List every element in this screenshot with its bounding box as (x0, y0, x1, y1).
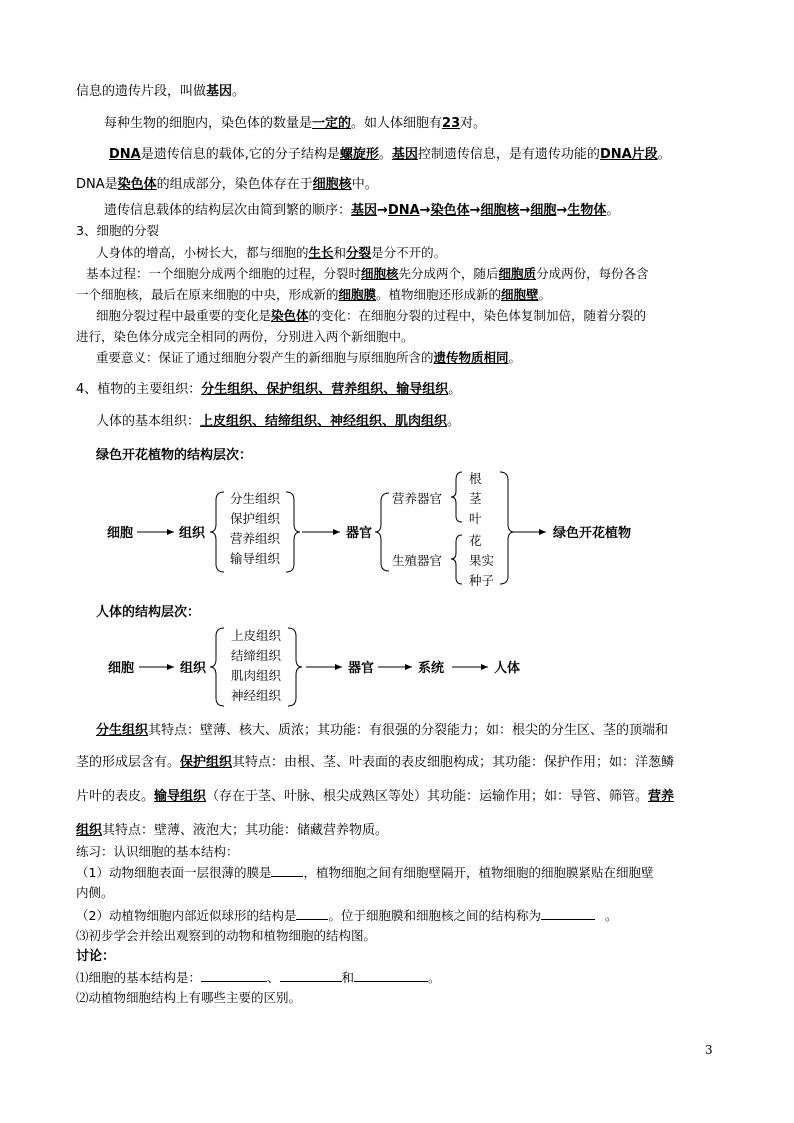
plant-organ-item: 种子 (469, 573, 495, 588)
plant-veg-brace (451, 472, 462, 522)
human-tissue-label: 组织 (180, 661, 207, 676)
plant-organ-item: 根 (469, 471, 482, 486)
paragraph-growth: 人身体的增高，小树长大，都与细胞的生长和分裂是分不开的。 (96, 245, 447, 260)
plant-result-label: 绿色开花植物 (553, 526, 632, 541)
paragraph-basic-process-line2: 一个细胞核，最后在原来细胞的中央，形成新的细胞膜。植物细胞还形成新的细胞壁。 (76, 287, 552, 302)
paragraph-chromosome-number: 每种生物的细胞内，染色体的数量是一定的。如人体细胞有23对。 (104, 116, 487, 131)
section-heading-cell-division: 3、细胞的分裂 (76, 223, 159, 238)
paragraph-significance: 重要意义：保证了通过细胞分裂产生的新细胞与原细胞所含的遗传物质相同。 (96, 350, 522, 365)
term-gene: 基因 (206, 84, 233, 99)
plant-rep-brace (451, 535, 462, 584)
tissue-description-line2: 茎的形成层含有。保护组织其特点：由根、茎、叶表面的表皮细胞构成；其功能：保护作用；如：洋葱鳞 (76, 755, 675, 770)
tissue-description-line3: 片叶的表皮。输导组织（存在于茎、叶脉、根尖成熟区等处）其功能：运输作用；如：导管、筛管。营养 (76, 789, 675, 804)
human-tissue-item: 上皮组织 (231, 628, 282, 643)
human-tissue-item: 肌肉组织 (231, 668, 282, 683)
plant-tissue-item: 输导组织 (230, 551, 281, 566)
plant-organ-item: 茎 (469, 491, 482, 506)
plant-tissue-left-brace (210, 492, 224, 572)
answer-blank[interactable] (201, 968, 267, 982)
exercise-heading: 练习：认识细胞的基本结构： (76, 844, 239, 859)
paragraph-basic-process-line1: 基本过程：一个细胞分成两个细胞的过程，分裂时细胞核先分成两个，随后细胞质分成两份，每份各含 (86, 266, 649, 281)
page-number: 3 (705, 1043, 713, 1057)
human-organ-label: 器官 (348, 661, 375, 676)
paragraph-chromosome-change-line2: 进行，染色体分成完全相同的两份，分别进入两个新细胞中。 (76, 329, 414, 344)
plant-vegetative-organ: 营养器官 (392, 491, 443, 506)
tissue-description-line1: 分生组织其特点：壁薄、核大、质浓；其功能：有很强的分裂能力；如：根尖的分生区、茎的顶端和 (96, 723, 669, 738)
human-hierarchy-title: 人体的结构层次： (96, 605, 201, 620)
discussion-heading: 讨论： (76, 949, 116, 964)
plant-tissue-item: 保护组织 (230, 511, 281, 526)
paragraph-human-tissues: 人体的基本组织：上皮组织、结缔组织、神经组织、肌肉组织。 (96, 414, 461, 429)
answer-blank[interactable] (296, 906, 328, 920)
human-tissue-left-brace (210, 628, 224, 706)
paragraph-dna-chromosome: DNA是染色体的组成部分，染色体存在于细胞核中。 (76, 177, 378, 192)
answer-blank[interactable] (354, 968, 428, 982)
discussion-q2: ⑵动植物细胞结构上有哪些主要的区别。 (76, 990, 302, 1005)
plant-hierarchy-title: 绿色开花植物的结构层次： (96, 448, 253, 463)
paragraph-hierarchy: 遗传信息载体的结构层次由简到繁的顺序：基因→DNA→染色体→细胞核→细胞→生物体。 (104, 203, 620, 218)
section-plant-tissues: 4、植物的主要组织：分生组织、保护组织、营养组织、输导组织。 (76, 382, 462, 397)
human-tissue-item: 结缔组织 (231, 648, 282, 663)
plant-organ-item: 果实 (469, 553, 495, 568)
plant-organ-item: 花 (469, 533, 482, 548)
discussion-q1: ⑴细胞的基本结构是： 、 和 。 (76, 970, 441, 985)
plant-tissue-right-brace (286, 492, 300, 572)
tissue-description-line4: 组织其特点：壁薄、液泡大；其功能：储藏营养物质。 (76, 823, 389, 838)
plant-tissue-label: 组织 (179, 526, 206, 541)
human-cell-label: 细胞 (108, 661, 135, 676)
plant-organ-label: 器官 (346, 526, 373, 541)
human-system-label: 系统 (418, 661, 445, 676)
paragraph-dna: DNA是遗传信息的载体,它的分子结构是螺旋形。基因控制遗传信息，是有遗传功能的DNA片段。 (109, 147, 671, 162)
plant-hierarchy-diagram (0, 460, 794, 590)
plant-tissue-item: 营养组织 (230, 531, 281, 546)
answer-blank[interactable] (271, 863, 303, 877)
human-result-label: 人体 (494, 661, 521, 676)
paragraph-chromosome-change-line1: 细胞分裂过程中最重要的变化是染色体的变化：在细胞分裂的过程中，染色体复制加倍，随着分裂的 (96, 308, 647, 323)
human-tissue-right-brace (288, 628, 302, 706)
human-tissue-item: 神经组织 (231, 688, 282, 703)
exercise-q1-line2: 内侧。 (76, 885, 114, 900)
human-hierarchy-diagram (0, 620, 794, 715)
exercise-q2: （2）动植物细胞内部近似球形的结构是 。位于细胞膜和细胞核之间的结构称为 。 (76, 908, 618, 923)
exercise-q1-line1: （1）动物细胞表面一层很薄的膜是 ，植物细胞之间有细胞壁隔开，植物细胞的细胞膜紧贴在细胞壁 (76, 865, 654, 880)
plant-cell-label: 细胞 (107, 526, 134, 541)
paragraph-gene-definition: 信息的遗传片段，叫做基因。 (76, 84, 246, 99)
answer-blank[interactable] (280, 968, 342, 982)
plant-organ-left-brace (375, 493, 389, 571)
exercise-q3: ⑶初步学会并绘出观察到的动物和植物细胞的结构图。 (76, 928, 377, 943)
plant-organ-item: 叶 (469, 511, 482, 526)
plant-reproductive-organ: 生殖器官 (392, 553, 443, 568)
answer-blank[interactable] (541, 906, 595, 920)
plant-tissue-item: 分生组织 (230, 491, 281, 506)
plant-organ-right-brace (500, 472, 514, 584)
